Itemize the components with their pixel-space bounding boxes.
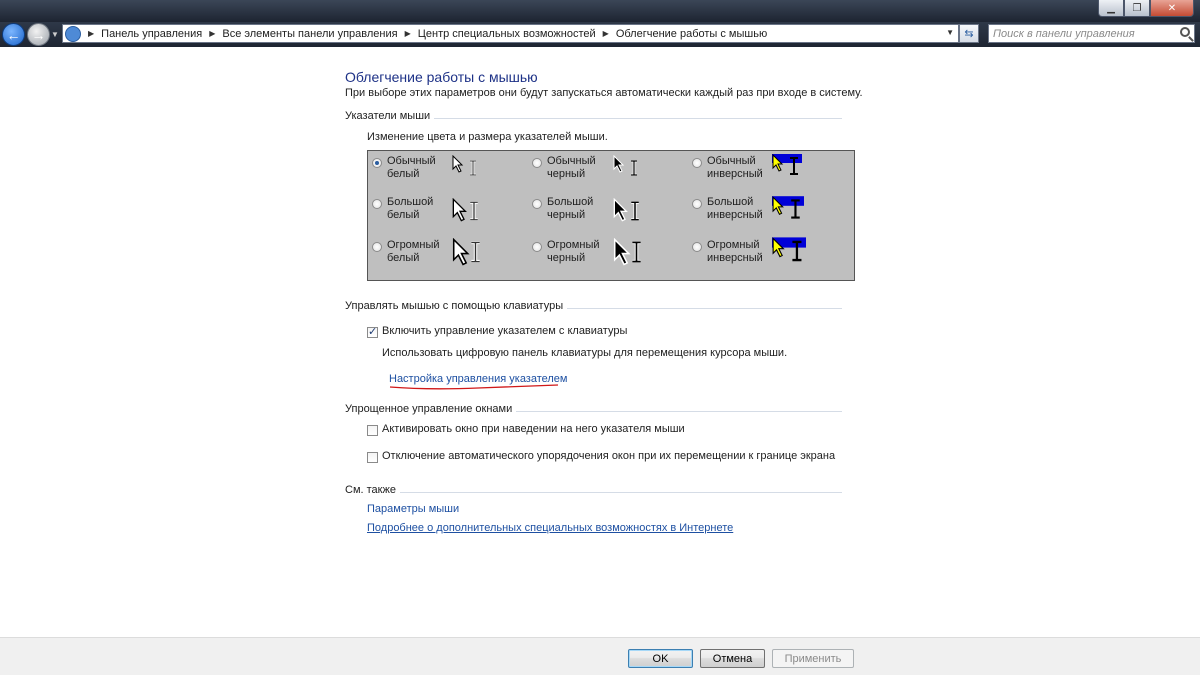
option-line2: черный	[547, 168, 586, 180]
arrow-pointer-white-icon	[452, 198, 468, 222]
radio-button[interactable]	[692, 199, 702, 209]
main-content	[0, 47, 1200, 637]
text-beam-white-icon	[469, 160, 477, 176]
option-line2: инверсный	[707, 168, 763, 180]
mouse-settings-link[interactable]: Параметры мыши	[367, 503, 460, 515]
disable-snap-label[interactable]: Отключение автоматического упорядочения окон при их перемещении к границе экрана	[382, 450, 836, 462]
mouse-keys-description: Использовать цифровую панель клавиатуры для перемещения курсора мыши.	[382, 347, 788, 359]
search-icon[interactable]	[1180, 27, 1190, 37]
section-pointers-label: Указатели мыши	[345, 110, 434, 122]
hover-activate-label[interactable]: Активировать окно при наведении на него указателя мыши	[382, 423, 685, 435]
pointer-option-regular-white[interactable]	[372, 155, 447, 181]
caption-buttons	[1098, 0, 1194, 17]
option-line1: Обычный	[707, 155, 756, 167]
minimize-icon: ▁	[1107, 2, 1115, 14]
arrow-pointer-black-icon	[613, 238, 632, 266]
history-dropdown-icon[interactable]: ▼	[51, 30, 59, 39]
cancel-button[interactable]: Отмена	[700, 649, 765, 668]
radio-button[interactable]	[372, 242, 382, 252]
breadcrumb-all-items[interactable]: Все элементы панели управления	[222, 27, 398, 40]
dialog-footer	[0, 637, 1200, 675]
section-keyboard-label: Управлять мышью с помощью клавиатуры	[345, 300, 567, 312]
address-bar[interactable]	[62, 24, 959, 43]
hover-activate-checkbox[interactable]	[367, 425, 378, 436]
option-line2: инверсный	[707, 209, 763, 221]
arrow-pointer-black-icon	[613, 155, 625, 173]
radio-button[interactable]	[692, 242, 702, 252]
title-bar	[0, 0, 1200, 22]
refresh-icon: ⇆	[964, 28, 974, 40]
option-line2: черный	[547, 252, 586, 264]
pointer-scheme-panel	[367, 150, 855, 281]
minimize-button[interactable]	[1098, 0, 1124, 17]
address-dropdown-icon[interactable]: ▼	[946, 28, 954, 37]
radio-button[interactable]	[532, 199, 542, 209]
option-line1: Обычный	[387, 155, 436, 167]
breadcrumb-ease-of-access[interactable]: Центр специальных возможностей	[417, 27, 596, 40]
page-title: Облегчение работы с мышью	[345, 69, 538, 85]
learn-more-link[interactable]: Подробнее о дополнительных специальных возможностях в Интернете	[367, 522, 734, 534]
arrow-pointer-inverse-icon	[772, 237, 806, 265]
option-line1: Большой	[707, 196, 754, 208]
option-line1: Большой	[547, 196, 594, 208]
option-line2: белый	[387, 209, 420, 221]
arrow-pointer-white-icon	[452, 238, 471, 266]
pointer-option-huge-inverse[interactable]	[692, 239, 767, 265]
chevron-right-icon[interactable]: ▶	[209, 29, 216, 38]
option-line2: белый	[387, 252, 420, 264]
radio-button[interactable]	[372, 199, 382, 209]
radio-button[interactable]	[372, 158, 382, 168]
page-subtitle: При выборе этих параметров они будут запускаться автоматически каждый раз при входе в систему.	[345, 87, 863, 99]
arrow-pointer-inverse-icon	[772, 154, 802, 178]
section-divider	[345, 492, 842, 493]
pointer-option-huge-white[interactable]	[372, 239, 447, 265]
radio-button[interactable]	[692, 158, 702, 168]
close-button[interactable]	[1150, 0, 1194, 17]
restore-icon: ❐	[1132, 2, 1142, 14]
text-beam-black-icon	[631, 241, 642, 263]
option-line1: Огромный	[707, 239, 760, 251]
option-line2: черный	[547, 209, 586, 221]
arrow-pointer-white-icon	[452, 155, 464, 173]
text-beam-black-icon	[630, 201, 640, 221]
refresh-button[interactable]	[959, 24, 979, 43]
option-line1: Огромный	[387, 239, 440, 251]
text-beam-black-icon	[630, 160, 638, 176]
section-windows	[345, 403, 842, 417]
arrow-pointer-inverse-icon	[772, 196, 804, 222]
chevron-right-icon[interactable]: ▶	[404, 29, 411, 38]
pointer-option-large-black[interactable]	[532, 196, 607, 222]
forward-button[interactable]	[27, 23, 50, 46]
arrow-pointer-black-icon	[613, 198, 629, 222]
apply-button[interactable]: Применить	[772, 649, 854, 668]
text-beam-white-icon	[469, 201, 479, 221]
control-panel-icon	[65, 26, 81, 42]
pointer-option-large-inverse[interactable]	[692, 196, 767, 222]
red-underline-annotation	[388, 383, 560, 391]
maximize-button[interactable]	[1124, 0, 1150, 17]
section-keyboard	[345, 300, 842, 314]
pointers-description: Изменение цвета и размера указателей мыши.	[367, 131, 608, 143]
section-see-also-label: См. также	[345, 484, 400, 496]
text-beam-white-icon	[470, 241, 481, 263]
arrow-right-icon: →	[31, 26, 46, 43]
option-line1: Обычный	[547, 155, 596, 167]
option-line2: белый	[387, 168, 420, 180]
pointer-option-large-white[interactable]	[372, 196, 447, 222]
pointer-option-regular-black[interactable]	[532, 155, 607, 181]
chevron-right-icon[interactable]: ▶	[88, 29, 95, 38]
breadcrumb-mouse[interactable]: Облегчение работы с мышью	[615, 27, 768, 40]
radio-button[interactable]	[532, 158, 542, 168]
option-line2: инверсный	[707, 252, 763, 264]
close-icon: ✕	[1167, 2, 1177, 14]
back-button[interactable]	[2, 23, 25, 46]
mouse-keys-checkbox[interactable]	[367, 327, 378, 338]
section-windows-label: Упрощенное управление окнами	[345, 403, 516, 415]
mouse-keys-label[interactable]: Включить управление указателем с клавиатуры	[382, 325, 628, 337]
option-line1: Огромный	[547, 239, 600, 251]
section-see-also	[345, 484, 842, 498]
search-box[interactable]	[988, 24, 1195, 43]
setup-mouse-keys-link[interactable]: Настройка управления указателем	[389, 373, 568, 385]
search-input[interactable]	[989, 25, 1169, 42]
section-pointers	[345, 110, 842, 124]
disable-snap-checkbox[interactable]	[367, 452, 378, 463]
chevron-right-icon[interactable]: ▶	[602, 29, 609, 38]
pointer-option-regular-inverse[interactable]	[692, 155, 767, 181]
radio-button[interactable]	[532, 242, 542, 252]
ok-button[interactable]: OK	[628, 649, 693, 668]
breadcrumb-control-panel[interactable]: Панель управления	[101, 27, 203, 40]
arrow-left-icon: ←	[6, 26, 21, 43]
pointer-option-huge-black[interactable]	[532, 239, 607, 265]
option-line1: Большой	[387, 196, 434, 208]
